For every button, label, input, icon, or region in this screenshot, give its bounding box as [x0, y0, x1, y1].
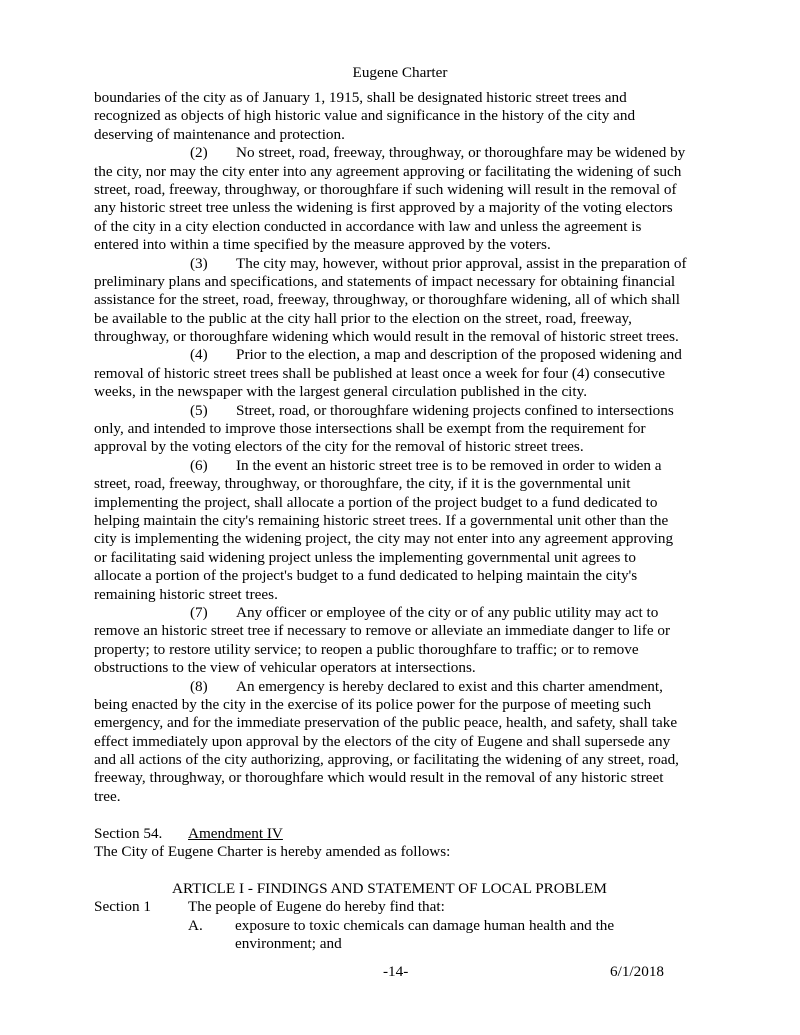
article-heading: ARTICLE I - FINDINGS AND STATEMENT OF LOCAL PROBLEM — [172, 879, 607, 897]
text-line — [94, 641, 714, 659]
text-line — [94, 788, 714, 806]
line-text: emergency, and for the immediate preservation of the public peace, health, and safety, shall take — [94, 714, 678, 732]
line-text: weeks, in the newspaper with the largest general circulation published in the city. — [94, 383, 588, 401]
intro-text: The City of Eugene Charter is hereby amended as follows: — [94, 843, 451, 861]
text-line — [94, 751, 714, 769]
line-text: implementing the project, shall allocate a portion of the project budget to a fund dedicated to — [94, 493, 658, 511]
line-text: remaining historic street trees. — [94, 585, 278, 603]
text-line — [94, 733, 714, 751]
text-line — [94, 438, 714, 456]
line-text: deserving of maintenance and protection. — [94, 125, 345, 143]
subsection-number: (7) — [190, 603, 208, 621]
section-title: Amendment IV — [188, 824, 283, 842]
text-line — [94, 163, 714, 181]
text-line — [94, 199, 714, 217]
text-line — [94, 659, 714, 677]
footer-date: 6/1/2018 — [610, 963, 665, 980]
text-line — [94, 530, 714, 548]
text-line — [94, 494, 714, 512]
line-text: street, road, freeway, throughway, or thoroughfare, the city, if it is the governmental unit — [94, 475, 631, 493]
section-text: The people of Eugene do hereby find that: — [188, 898, 445, 916]
text-line — [94, 365, 714, 383]
section-label: Section 54. — [94, 824, 163, 842]
text-line — [94, 328, 714, 346]
text-line — [94, 622, 714, 640]
line-text: or facilitating said widening project unless the implementing governmental unit agrees to — [94, 548, 636, 566]
text-line — [94, 273, 714, 291]
line-text: effect immediately upon approval by the electors of the city of Eugene and shall supersede any — [94, 732, 671, 750]
line-text: tree. — [94, 787, 121, 805]
line-text: Any officer or employee of the city or of any public utility may act to — [236, 603, 659, 621]
line-text: An emergency is hereby declared to exist and this charter amendment, — [236, 677, 663, 695]
text-line — [94, 310, 714, 328]
text-line — [94, 218, 714, 236]
text-line — [94, 420, 714, 438]
text-line — [94, 475, 714, 493]
text-line — [94, 181, 714, 199]
text-line — [94, 604, 714, 622]
section-label: Section 1 — [94, 898, 151, 916]
line-text: removal of historic street trees shall be published at least once a week for four (4) consecutive — [94, 364, 666, 382]
line-text: the city, nor may the city enter into any agreement approving or facilitating the widening of such — [94, 162, 682, 180]
text-line — [94, 586, 714, 604]
subsection-number: (4) — [190, 346, 208, 364]
line-text: any historic street tree unless the widening is first approved by a majority of the voting electors — [94, 199, 673, 217]
text-line — [94, 512, 714, 530]
item-a-continued: environment; and — [235, 934, 342, 952]
text-line — [94, 236, 714, 254]
text-line — [94, 714, 714, 732]
line-text: and all actions of the city authorizing, approving, or facilitating the widening of any street, road, — [94, 751, 679, 769]
text-line — [94, 769, 714, 787]
line-text: assistance for the street, road, freeway, throughway, or thoroughfare widening, all of which shall — [94, 291, 680, 309]
text-line — [94, 346, 714, 364]
line-text: freeway, throughway, or thoroughfare which would result in the removal of any historic street — [94, 769, 664, 787]
line-text: Street, road, or thoroughfare widening projects confined to intersections — [236, 401, 674, 419]
line-text: being enacted by the city in the exercise of its police power for the purpose of meeting such — [94, 695, 652, 713]
charter-text — [94, 89, 714, 806]
line-text: approval by the voting electors of the city for the removal of historic street trees. — [94, 438, 584, 456]
line-text: The city may, however, without prior approval, assist in the preparation of — [236, 254, 687, 272]
text-line — [94, 549, 714, 567]
line-text: only, and intended to improve those intersections shall be exempt from the requirement for — [94, 420, 646, 438]
text-line — [94, 107, 714, 125]
text-line — [94, 383, 714, 401]
text-line — [94, 291, 714, 309]
document-body — [94, 89, 714, 953]
line-text: Prior to the election, a map and description of the proposed widening and — [236, 346, 682, 364]
line-text: of the city in a city election conducted in accordance with law and unless the agreement is — [94, 217, 642, 235]
line-text: city is implementing the widening project, the city may not enter into any agreement approving — [94, 530, 674, 548]
line-text: boundaries of the city as of January 1, 1915, shall be designated historic street trees and — [94, 89, 627, 106]
item-label: A. — [188, 916, 203, 934]
line-text: obstructions to the view of vehicular operators at intersections. — [94, 659, 476, 677]
page-number: -14- — [383, 963, 409, 980]
text-line — [94, 457, 714, 475]
text-line — [94, 567, 714, 585]
line-text: entered into within a time specified by the measure approved by the voters. — [94, 236, 551, 254]
subsection-number: (2) — [190, 144, 208, 162]
line-text: helping maintain the city's remaining historic street trees. If a governmental unit other than the — [94, 511, 669, 529]
subsection-number: (8) — [190, 677, 208, 695]
subsection-number: (6) — [190, 456, 208, 474]
section-54-heading — [94, 825, 714, 843]
section-1 — [94, 898, 714, 916]
line-text: preliminary plans and specifications, and statements of impact necessary for obtaining financial — [94, 272, 676, 290]
page-header: Eugene Charter — [352, 64, 448, 81]
line-text: be available to the public at the city hall prior to the election on the street, road, freeway, — [94, 309, 632, 327]
line-text: No street, road, freeway, throughway, or thoroughfare may be widened by — [236, 144, 686, 162]
item-text: exposure to toxic chemicals can damage human health and the — [235, 916, 615, 934]
text-line — [94, 126, 714, 144]
line-text: street, road, freeway, throughway, or thoroughfare if such widening will result in the removal of — [94, 180, 677, 198]
line-text: recognized as objects of high historic value and significance in the history of the city and — [94, 107, 636, 125]
text-line — [94, 402, 714, 420]
line-text: throughway, or thoroughfare widening which would result in the removal of historic street trees. — [94, 328, 679, 346]
line-text: remove an historic street tree if necessary to remove or alleviate an immediate danger to life or — [94, 622, 671, 640]
text-line — [94, 255, 714, 273]
line-text: property; to restore utility service; to reopen a public thoroughfare to traffic; or to remove — [94, 640, 639, 658]
line-text: allocate a portion of the project's budget to a fund dedicated to helping maintain the city's — [94, 567, 638, 585]
item-a — [94, 917, 714, 935]
text-line — [94, 89, 714, 107]
line-text: In the event an historic street tree is to be removed in order to widen a — [236, 456, 662, 474]
text-line — [94, 696, 714, 714]
subsection-number: (3) — [190, 254, 208, 272]
subsection-number: (5) — [190, 401, 208, 419]
text-line — [94, 144, 714, 162]
text-line — [94, 678, 714, 696]
